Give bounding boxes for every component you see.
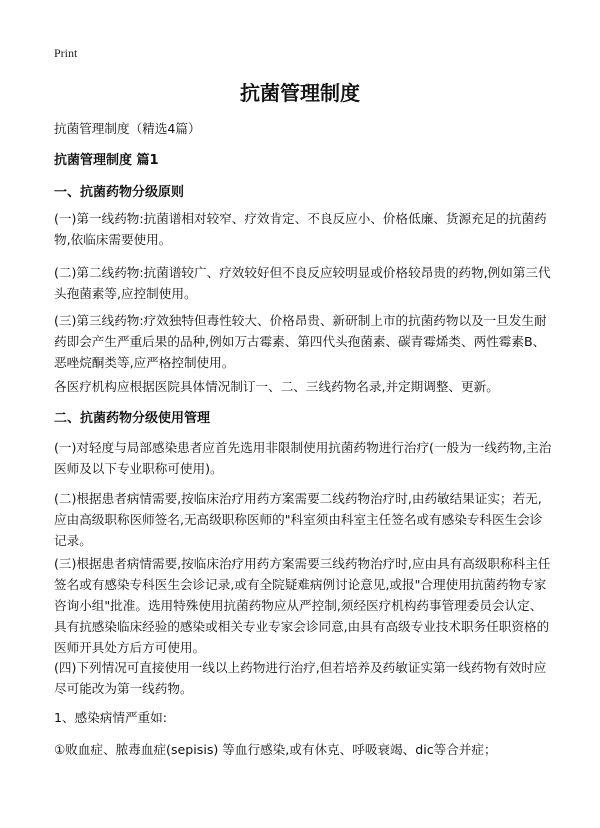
paragraph-sepsis: ①败血症、脓毒血症(sepisis) 等血行感染,或有休克、呼吸衰竭、dic等合并症； — [54, 742, 497, 757]
paragraph-third-line-usage: (三)根据患者病情需要,按临床治疗用药方案需要三线药物治疗时,应由具有高级职称科主任签名或有感染专科医生会诊记录,或有全院疑难病例讨论意见,或报"合理使用抗菌药物专家咨询小组"批准。选用特殊使用抗菌药物应从严控制,须经医疗机构药事管理委员会认定、具有抗感染临床经验的感染或相关专业专家会诊同意,由具有高级专业技术职务任职资格的医师开具处方后方可使用。 — [54, 556, 551, 655]
print-label: Print — [54, 46, 78, 60]
paragraph-first-line-drugs: (一)第一线药物:抗菌谱相对较窄、疗效肯定、不良反应小、价格低廉、货源充足的抗菌药物,依临床需要使用。 — [54, 211, 547, 247]
paragraph-drug-catalog: 各医疗机构应根据医院具体情况制订一、二、三线药物名录,并定期调整、更新。 — [54, 379, 499, 394]
paragraph-mild-infection: (一)对轻度与局部感染患者应首先选用非限制使用抗菌药物进行治疗(一般为一线药物,主治医师及以下专业职称可使用)。 — [54, 440, 552, 476]
article-heading: 抗菌管理制度 篇1 — [54, 153, 159, 168]
paragraph-second-line-usage: (二)根据患者病情需要,按临床治疗用药方案需要二线药物治疗时,由药敏结果证实；若无,应由高级职称医师签名,无高级职称医师的"科室须由科室主任签名或有感染专科医生会诊记录。 — [54, 491, 543, 548]
paragraph-second-line-drugs: (二)第二线药物:抗菌谱较广、疗效较好但不良反应较明显或价格较昂贵的药物,例如第三代头孢菌素等,应控制使用。 — [54, 265, 551, 301]
document-subtitle: 抗菌管理制度（精选4篇） — [54, 121, 201, 136]
document-title: 抗菌管理制度 — [240, 81, 360, 105]
paragraph-third-line-drugs: (三)第三线药物:疗效独特但毒性较大、价格昂贵、新研制上市的抗菌药物以及一旦发生耐药即会产生严重后果的品种,例如万古霉素、第四代头孢菌素、碳青霉烯类、两性霉素B、恶唑烷酮类等,应严格控制使用。 — [54, 313, 547, 370]
section-heading-classification: 一、抗菌药物分级原则 — [54, 185, 185, 200]
paragraph-direct-usage: (四)下列情况可直接使用一线以上药物进行治疗,但若培养及药敏证实第一线药物有效时应尽可能改为第一线药物。 — [54, 660, 547, 696]
paragraph-severe-infection: 1、感染病情严重如: — [54, 710, 168, 725]
section-heading-usage-management: 二、抗菌药物分级使用管理 — [54, 411, 211, 426]
